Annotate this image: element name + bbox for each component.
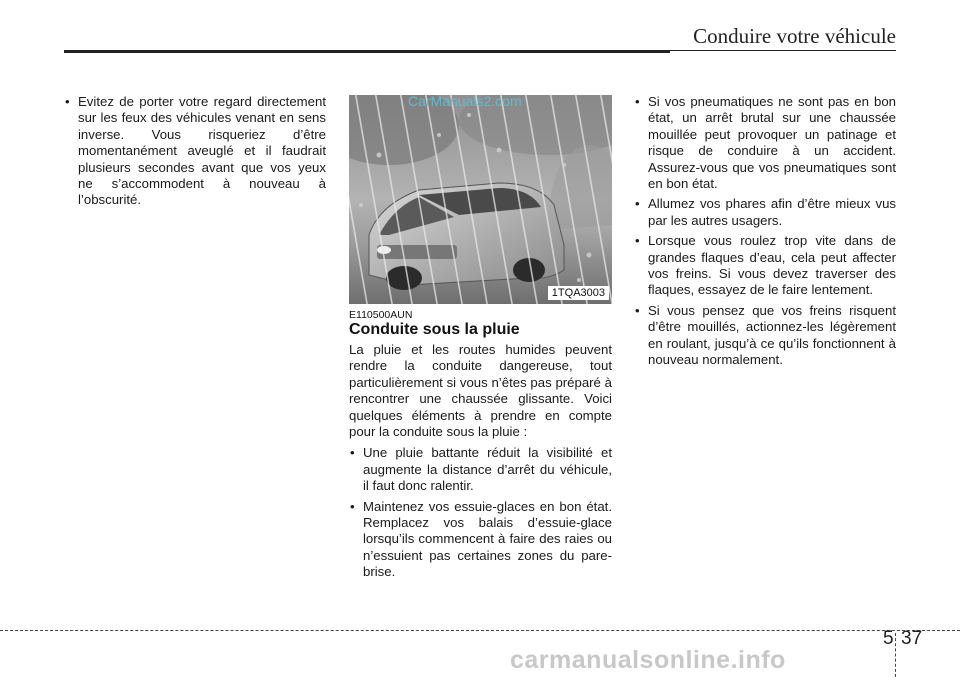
bullet-item: • Allumez vos phares afin d’être mieux vus par les autres usagers. bbox=[634, 196, 896, 229]
column-3 bbox=[634, 94, 896, 373]
section-code: E110500AUN bbox=[349, 309, 413, 321]
col1-bullet-list bbox=[64, 94, 326, 209]
page-number: 37 bbox=[901, 628, 923, 649]
header-rule-thin bbox=[670, 50, 896, 51]
bullet-item: • Une pluie battante réduit la visibilité et augmente la distance d’arrêt du véhicule, il faut donc ralentir. bbox=[349, 445, 612, 494]
footer-rule bbox=[0, 630, 960, 631]
page-number-divider bbox=[895, 633, 896, 677]
section-title: Conduite sous la pluie bbox=[349, 321, 520, 338]
chapter-number: 5 bbox=[883, 628, 894, 649]
bullet-item: • Si vos pneumatiques ne sont pas en bon état, un arrêt brutal sur une chaussée mouillée peut provoquer un patinage et risque de conduire à un accident. Assurez-vous que vos pneumatiques sont en bon état. bbox=[634, 94, 896, 192]
bullet-item: • Evitez de porter votre regard directement sur les feux des véhicules venant en sens inverse. Vous risqueriez d’être momentanément aveuglé et il faudrait plusieurs secondes avant que vos yeux ne s’accommodent à nouveau à l’obscurité. bbox=[64, 94, 326, 209]
header-rule bbox=[64, 50, 670, 53]
bullet-item: • Lorsque vous roulez trop vite dans de grandes flaques d’eau, cela peut affecter vos freins. Si vous devez traverser des flaques, essayez de le faire lentement. bbox=[634, 233, 896, 299]
figure-code: 1TQA3003 bbox=[548, 286, 609, 300]
col2-bullet-list bbox=[349, 445, 612, 580]
car-in-rain-image bbox=[349, 95, 612, 304]
column-1 bbox=[64, 94, 326, 213]
rain-driving-illustration bbox=[349, 95, 612, 304]
column-2 bbox=[349, 342, 612, 585]
bullet-item: • Si vous pensez que vos freins risquent d’être mouillés, actionnez-les légèrement en roulant, jusqu’à ce qu’ils fonctionnent à nouveau normalement. bbox=[634, 303, 896, 369]
section-intro: La pluie et les routes humides peuvent rendre la conduite dangereuse, tout particulièrement si vous n’êtes pas préparé à rencontrer une chaussée glissante. Voici quelques éléments à prendre en compte pour la conduite sous la pluie : bbox=[349, 342, 612, 440]
col3-bullet-list bbox=[634, 94, 896, 369]
bullet-item: • Maintenez vos essuie-glaces en bon état. Remplacez vos balais d’essuie-glace lorsqu’ils commencent à faire des raies ou n’essuient pas certaines zones du pare-brise. bbox=[349, 499, 612, 581]
watermark-bottom: carmanualsonline.info bbox=[510, 646, 786, 674]
page-header-title: Conduire votre véhicule bbox=[693, 24, 896, 48]
watermark-top: CarManuals2.com bbox=[408, 93, 522, 109]
